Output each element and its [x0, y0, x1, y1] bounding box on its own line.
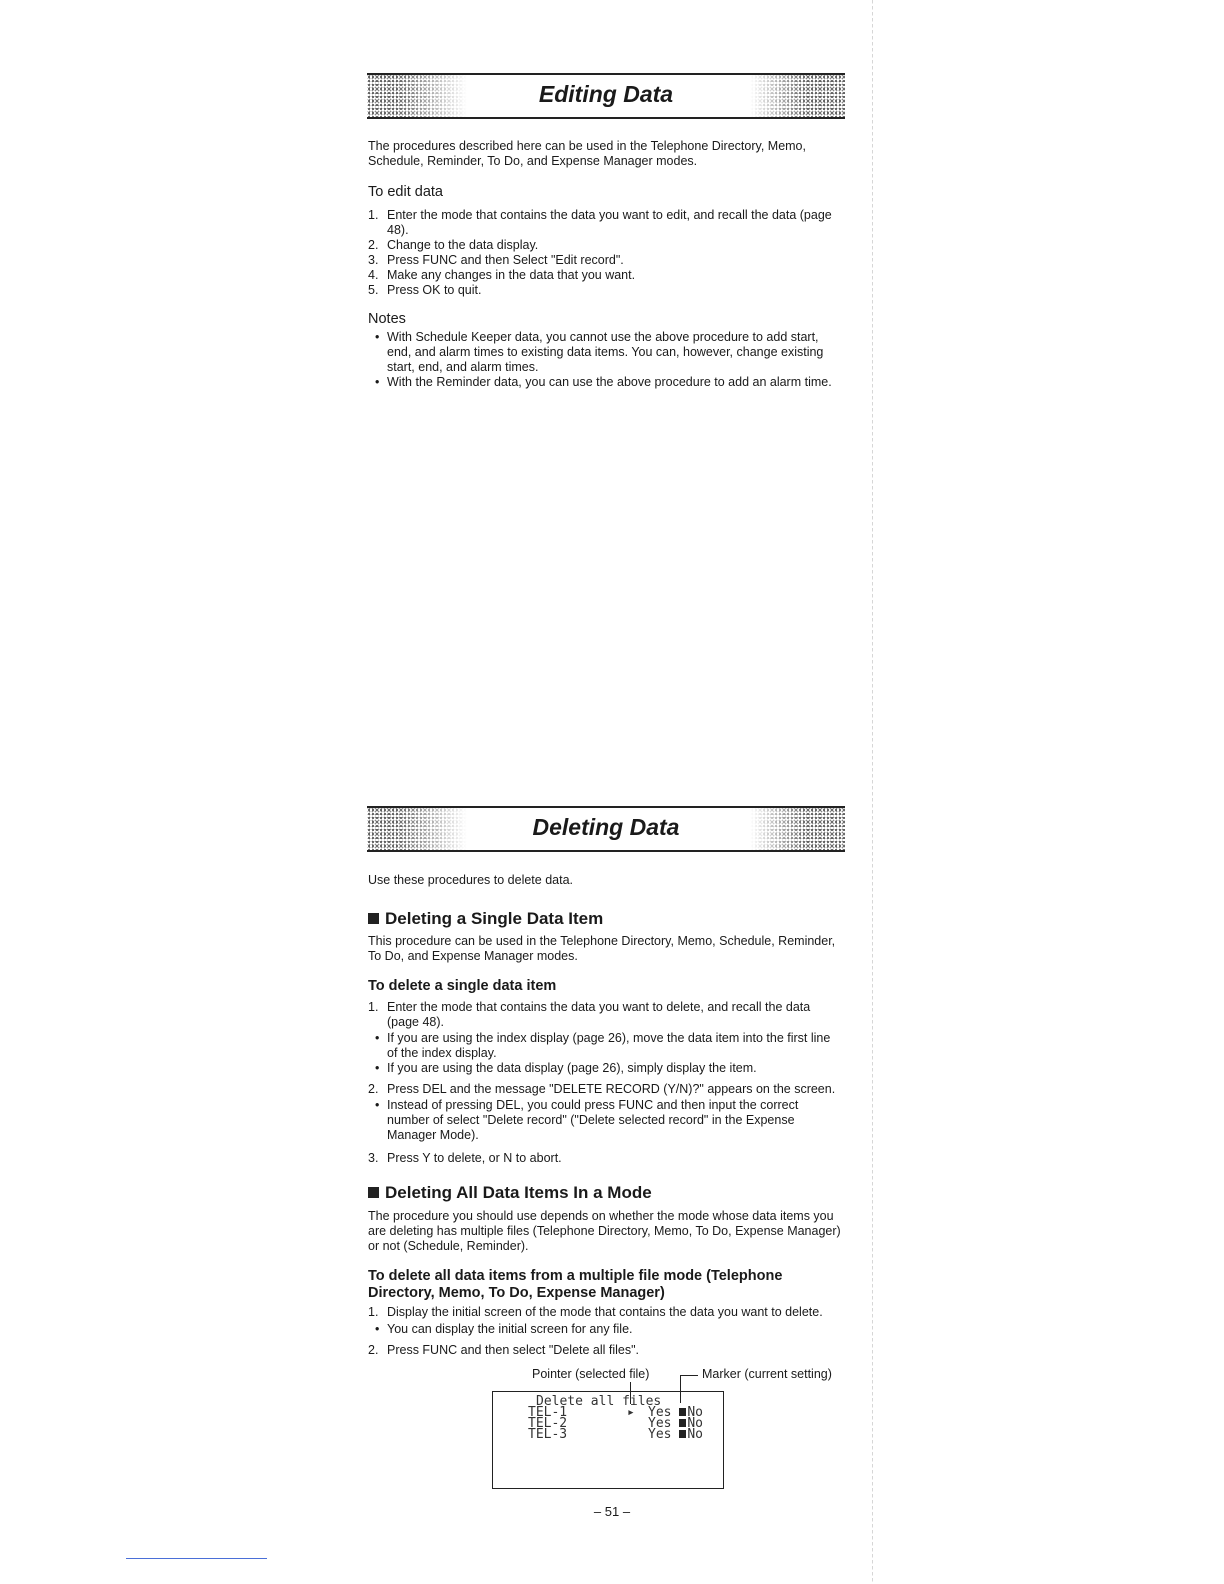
- delete-single-steps: [368, 1000, 844, 1166]
- lcd-screen: [492, 1391, 724, 1489]
- delete-step: 1. Enter the mode that contains the data you want to delete, and recall the data (page 48).: [368, 1000, 811, 1029]
- all-items-desc: The procedure you should use depends on whether the mode whose data items you are deleting has multiple files (Telephone Directory, Memo, To Do, Expense Manager) or not (Schedule, Reminder).: [368, 1209, 841, 1253]
- lcd-row: TEL-3: [528, 1427, 568, 1442]
- pointer-callout: Pointer (selected file): [532, 1367, 650, 1381]
- edit-step: 3. Press FUNC and then Select "Edit record".: [368, 253, 624, 267]
- marker-callout: Marker (current setting): [702, 1367, 832, 1381]
- note-item: • With Schedule Keeper data, you cannot use the above procedure to add start, end, and alarm times to existing data items. You can, however, change existing start, end, and alarm times.: [375, 330, 824, 374]
- delete-all-step: 2. Press FUNC and then select "Delete all files".: [368, 1343, 640, 1357]
- to-edit-data-heading: To edit data: [368, 184, 443, 200]
- edit-step: 5. Press OK to quit.: [368, 283, 482, 297]
- edit-notes: [368, 330, 844, 390]
- edit-step: 4. Make any changes in the data that you want.: [368, 268, 636, 282]
- lcd-row: TEL-2: [528, 1416, 568, 1431]
- delete-all-steps: [368, 1305, 844, 1358]
- scan-blue-line: [126, 1558, 267, 1559]
- marker-icon: [679, 1419, 686, 1427]
- square-bullet-icon: [368, 1187, 379, 1198]
- delete-step: 2. Press DEL and the message "DELETE RECORD (Y/N)?" appears on the screen.: [368, 1082, 836, 1096]
- lcd-option: Yes No: [648, 1416, 703, 1431]
- all-items-heading: Deleting All Data Items In a Mode: [368, 1183, 652, 1203]
- editing-intro: The procedures described here can be used in the Telephone Directory, Memo, Schedule, Reminder, To Do, and Expense Manager modes.: [368, 139, 806, 168]
- lcd-option: Yes No: [648, 1427, 703, 1442]
- square-bullet-icon: [368, 913, 379, 924]
- pointer-icon: ▸: [627, 1405, 635, 1420]
- marker-leader-h: [680, 1375, 698, 1376]
- editing-data-title: Editing Data: [538, 81, 674, 107]
- lcd-option: Yes No: [648, 1405, 703, 1420]
- lcd-title: Delete all files: [536, 1394, 662, 1409]
- marker-icon: [679, 1408, 686, 1416]
- single-item-heading: Deleting a Single Data Item: [368, 909, 603, 929]
- delete-substep: • If you are using the data display (page 26), simply display the item.: [375, 1061, 757, 1075]
- delete-all-step: 1. Display the initial screen of the mode that contains the data you want to delete.: [368, 1305, 823, 1319]
- marker-icon: [679, 1430, 686, 1438]
- edit-step: 1. Enter the mode that contains the data you want to edit, and recall the data (page 48).: [368, 208, 832, 237]
- edit-step: 2. Change to the data display.: [368, 238, 539, 252]
- delete-all-substep: • You can display the initial screen for any file.: [375, 1322, 633, 1336]
- delete-all-subheading: To delete all data items from a multiple file mode (Telephone Directory, Memo, To Do, Expense Manager): [368, 1268, 783, 1301]
- delete-substep: • If you are using the index display (page 26), move the data item into the first line of the index display.: [375, 1031, 831, 1060]
- scan-edge-line: [872, 0, 873, 1584]
- edit-steps: [368, 208, 844, 298]
- delete-step: 3. Press Y to delete, or N to abort.: [368, 1151, 562, 1165]
- delete-substep: • Instead of pressing DEL, you could press FUNC and then input the correct number of select "Delete record" ("Delete selected record" in the Expense Manager Mode).: [375, 1098, 799, 1142]
- single-item-desc: This procedure can be used in the Telephone Directory, Memo, Schedule, Reminder, To Do, and Expense Manager modes.: [368, 934, 836, 963]
- note-item: • With the Reminder data, you can use the above procedure to add an alarm time.: [375, 375, 832, 389]
- deleting-intro: Use these procedures to delete data.: [368, 873, 573, 887]
- delete-single-subheading: To delete a single data item: [368, 978, 557, 994]
- editing-data-banner: [367, 73, 845, 119]
- page-number: – 51 –: [593, 1504, 631, 1519]
- deleting-data-banner: [367, 806, 845, 852]
- lcd-row: TEL-1: [528, 1405, 568, 1420]
- notes-heading: Notes: [368, 311, 406, 327]
- deleting-data-title: Deleting Data: [532, 814, 680, 840]
